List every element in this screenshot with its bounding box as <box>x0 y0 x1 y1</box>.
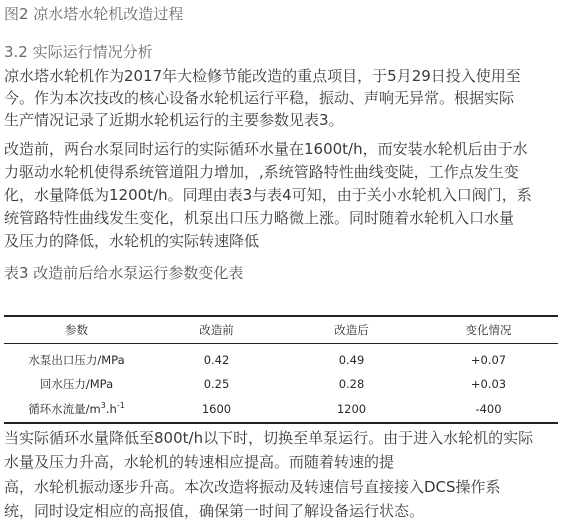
table-header-row <box>4 316 558 344</box>
table-row <box>4 372 558 396</box>
cell-param-mid: .h <box>105 402 117 416</box>
table-caption: 表3 改造前后给水泵运行参数变化表 <box>4 264 244 282</box>
cell-before: 0.25 <box>203 377 230 391</box>
cell-before: 1600 <box>149 396 284 423</box>
cell-param-sup-2: -1 <box>116 401 125 411</box>
paragraph-3-line-1: 当实际循环水量降低至800t/h以下时，切换至单泵运行。由于进入水轮机的实际 <box>4 429 534 447</box>
paragraph-2-line-4: 统管路特性曲线发生变化，机泵出口压力略微上涨。同时随着水轮机入口水量 <box>4 209 515 227</box>
table-row <box>4 344 558 373</box>
paragraph-2-line-5: 及压力的降低，水轮机的实际转速降低 <box>4 232 260 250</box>
cell-param-sup-1: 3 <box>100 401 106 411</box>
paragraph-3-line-2: 水量及压力升高，水轮机的转速相应提高。而随着转速的提 <box>4 453 395 471</box>
cell-param: 回水压力/MPa <box>39 377 114 391</box>
cell-change: +0.07 <box>470 353 507 367</box>
paragraph-1-line-1: 凉水塔水轮机作为2017年大检修节能改造的重点项目，于5月29日投入使用至 <box>4 67 521 85</box>
paragraph-1-line-2: 今。作为本次技改的核心设备水轮机运行平稳，振动、声响无异常。根据实际 <box>4 89 515 107</box>
paragraph-2-line-2: 力驱动水轮机使得系统管道阻力增加，,系统管路特性曲线变陡，工作点发生变 <box>4 163 519 181</box>
header-after: 改造后 <box>284 316 419 344</box>
cell-param: 水泵出口压力/MPa <box>28 353 125 367</box>
cell-change: -400 <box>419 396 558 423</box>
cell-param-main: 循环水流量/m <box>28 402 101 416</box>
cell-param <box>4 396 149 423</box>
cell-after: 1200 <box>284 396 419 423</box>
figure-caption: 图2 凉水塔水轮机改造过程 <box>4 5 184 23</box>
cell-change: +0.03 <box>470 377 507 391</box>
cell-after: 0.28 <box>338 377 365 391</box>
paragraph-1-line-3: 生产情况记录了近期水轮机运行的主要参数见表3。 <box>4 111 344 129</box>
paragraph-2-line-1: 改造前，两台水泵同时运行的实际循环水量在1600t/h，而安装水轮机后由于水 <box>4 140 528 158</box>
header-change: 变化情况 <box>419 316 558 344</box>
paragraph-3-line-3: 高，水轮机振动逐步升高。本次改造将振动及转速信号直接接入DCS操作系 <box>4 478 501 496</box>
section-heading: 3.2 实际运行情况分析 <box>4 43 153 61</box>
cell-after: 0.49 <box>338 353 365 367</box>
cell-before: 0.42 <box>203 353 230 367</box>
parameter-table <box>4 315 558 424</box>
table-row <box>4 396 558 423</box>
header-param: 参数 <box>4 316 149 344</box>
paragraph-2-line-3: 化，水量降低为1200t/h。同理由表3与表4可知，由于关小水轮机入口阀门，系 <box>4 186 532 204</box>
paragraph-3-line-4: 统，同时设定相应的高报值，确保第一时间了解设备运行状态。 <box>4 502 425 520</box>
header-before: 改造前 <box>149 316 284 344</box>
